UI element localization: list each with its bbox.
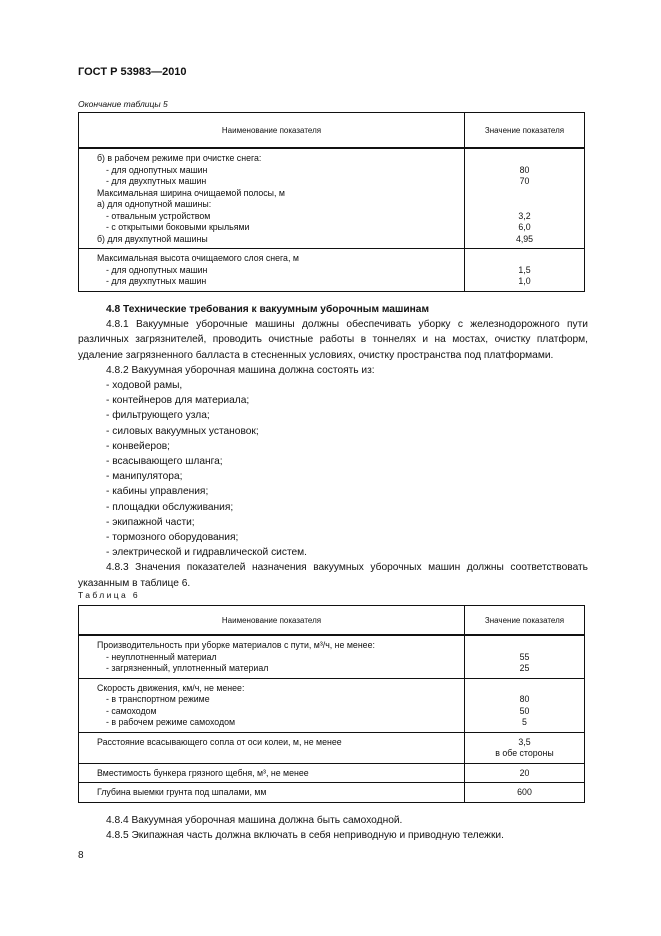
row-value: 55: [519, 651, 530, 662]
row-value: 80: [519, 164, 530, 175]
row-value: 3,5: [518, 736, 531, 747]
row-value: [465, 253, 584, 265]
row-value: 3,2: [518, 210, 531, 221]
row-value: 80: [519, 694, 530, 704]
row-value: [465, 153, 584, 165]
row-label: Максимальная ширина очищаемой полосы, м: [97, 187, 285, 198]
cell-name: [79, 148, 465, 249]
cell-value: [465, 732, 585, 763]
row-label: Вместимость бункера грязного щебня, м³, не менее: [97, 767, 309, 778]
cell-name: [79, 635, 465, 678]
row-value: 25: [519, 663, 530, 673]
list-item: - контейнеров для материала;: [106, 395, 250, 407]
cell-name: [79, 732, 465, 763]
row-value: [465, 640, 584, 652]
column-header-name: Наименование показателя: [79, 606, 465, 636]
list-item: - электрической и гидравлической систем.: [106, 547, 307, 559]
column-header-name: Наименование показателя: [79, 113, 465, 149]
row-value: [465, 199, 584, 211]
list-item: - тормозного оборудования;: [106, 532, 239, 544]
section-4-8: [78, 302, 588, 591]
row-value: [465, 683, 584, 695]
row-label: [97, 748, 464, 760]
row-value: в обе стороны: [495, 748, 554, 758]
list-item: - силовых вакуумных установок;: [106, 425, 259, 437]
row-label: - неуплотненный материал: [106, 651, 217, 662]
paragraph-4-8-5: 4.8.5 Экипажная часть должна включать в себя неприводную и приводную тележки.: [106, 830, 504, 842]
row-label: - для однопутных машин: [106, 164, 208, 175]
column-header-value: Значение показателя: [465, 606, 585, 636]
table-row: [79, 635, 585, 678]
components-list: [78, 378, 588, 560]
row-label: б) в рабочем режиме при очистке снега:: [97, 153, 262, 163]
cell-name: [79, 763, 465, 783]
list-item: - манипулятора;: [106, 471, 183, 483]
row-value: 600: [517, 787, 532, 797]
row-value: 20: [519, 767, 530, 778]
cell-value: [465, 783, 585, 803]
row-value: 1,0: [518, 276, 531, 286]
row-label: - самоходом: [106, 705, 157, 716]
row-label: Глубина выемки грунта под шпалами, мм: [97, 787, 267, 797]
row-label: - отвальным устройством: [106, 210, 211, 221]
row-label: Максимальная высота очищаемого слоя снега, м: [97, 253, 299, 263]
list-item: - всасывающего шланга;: [106, 456, 223, 468]
cell-name: [79, 249, 465, 292]
row-value: 50: [519, 705, 530, 716]
cell-name: [79, 783, 465, 803]
row-label: Скорость движения, км/ч, не менее:: [97, 682, 245, 693]
row-value: 6,0: [518, 222, 531, 232]
row-value: [465, 188, 584, 200]
row-label: - для двухпутных машин: [106, 276, 207, 286]
row-label: - загрязненный, уплотненный материал: [106, 663, 269, 673]
row-label: - для однопутных машин: [106, 264, 208, 275]
cell-value: [465, 148, 585, 249]
table5-caption: Окончание таблицы 5: [78, 99, 168, 109]
table-row: [79, 783, 585, 803]
cell-name: [79, 678, 465, 732]
column-header-value: Значение показателя: [465, 113, 585, 149]
row-value: 1,5: [518, 264, 531, 275]
paragraph-4-8-3: 4.8.3 Значения показателей назначения вакуумных уборочных машин должны соответствовать указанным в таблице 6.: [78, 562, 588, 589]
row-label: - в рабочем режиме самоходом: [106, 717, 236, 727]
table6-caption: Таблица 6: [78, 590, 141, 600]
table-row: [79, 763, 585, 783]
table-row: [79, 249, 585, 292]
list-item: - экипажной части;: [106, 516, 195, 528]
cell-value: [465, 249, 585, 292]
list-item: - кабины управления;: [106, 486, 209, 498]
document-title: ГОСТ Р 53983—2010: [78, 66, 187, 78]
list-item: - площадки обслуживания;: [106, 501, 234, 513]
row-label: - для двухпутных машин: [106, 176, 207, 186]
cell-value: [465, 763, 585, 783]
paragraph-4-8-1: 4.8.1 Вакуумные уборочные машины должны обеспечивать уборку с железнодорожного пути различных загрязнителей, проводить очистные работы в тоннелях и на мостах, очистку платформ, удаление загрязненного балласта в стесненных условиях, очистку пространства под платформами.: [78, 319, 588, 361]
section-tail: [78, 813, 588, 843]
row-label: Производительность при уборке материалов с пути, м³/ч, не менее:: [97, 640, 375, 650]
list-item: - фильтрующего узла;: [106, 410, 210, 422]
table-5: [78, 112, 585, 292]
paragraph-4-8-4: 4.8.4 Вакуумная уборочная машина должна быть самоходной.: [106, 815, 403, 826]
cell-value: [465, 678, 585, 732]
row-label: - в транспортном режиме: [106, 694, 210, 704]
table-6: [78, 605, 585, 803]
page-number: 8: [78, 850, 84, 861]
table-row: [79, 148, 585, 249]
row-label: - с открытыми боковыми крыльями: [106, 222, 250, 232]
row-label: б) для двухпутной машины: [97, 233, 208, 244]
row-value: 70: [519, 176, 530, 186]
table-row: [79, 732, 585, 763]
row-value: 4,95: [515, 233, 534, 244]
section-heading: 4.8 Технические требования к вакуумным уборочным машинам: [106, 304, 429, 315]
table-row: [79, 678, 585, 732]
row-label: Расстояние всасывающего сопла от оси колеи, м, не менее: [97, 736, 342, 747]
list-item: - ходовой рамы,: [106, 380, 183, 392]
cell-value: [465, 635, 585, 678]
row-label: а) для однопутной машины:: [97, 199, 212, 209]
list-item: - конвейеров;: [106, 440, 170, 452]
paragraph-4-8-2: 4.8.2 Вакуумная уборочная машина должна состоять из:: [106, 364, 375, 376]
row-value: 5: [522, 717, 527, 727]
